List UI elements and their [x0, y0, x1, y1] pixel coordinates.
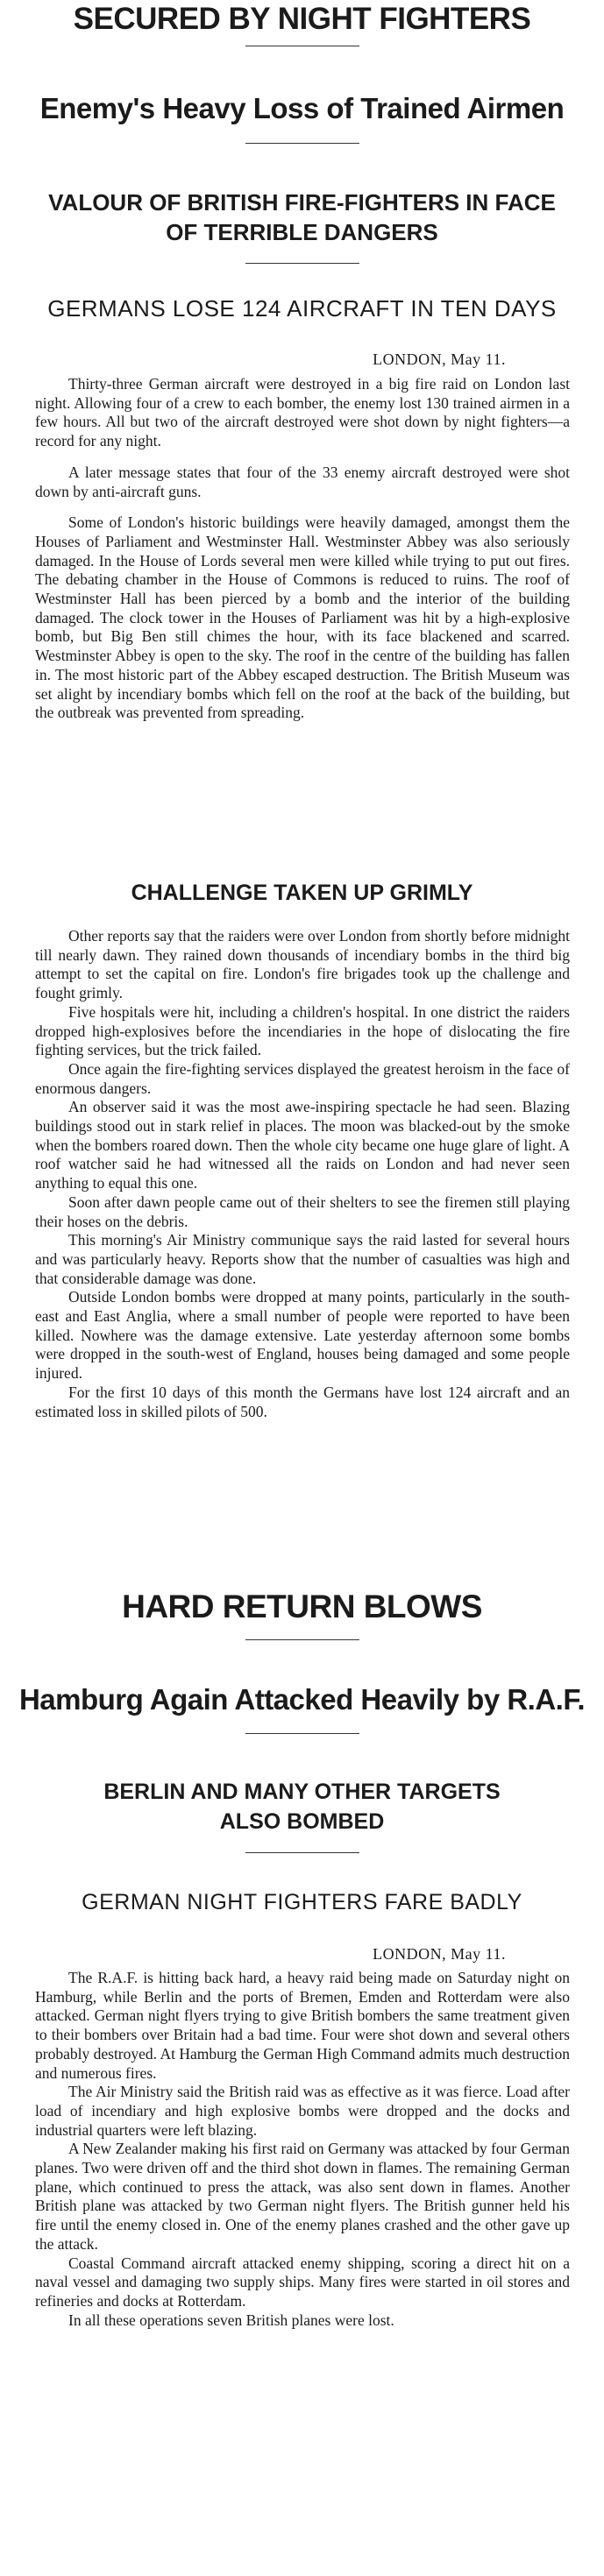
paragraph: Once again the fire-fighting services displayed the greatest heroism in the face of enormous dangers.	[35, 1059, 570, 1097]
paragraph: In all these operations seven British planes were lost.	[68, 2311, 394, 2329]
divider-rule	[245, 1639, 359, 1640]
divider-rule	[245, 1733, 359, 1734]
paragraph: Some of London's historic buildings were heavily damaged, amongst them the Houses of Parliament and Westminster Hall. Westminster Abbey was also seriously damaged. In the House of Lords several men were killed while trying to put out fires. The debating chamber in the House of Commons is reduced to ruins. The roof of Westminster Hall has been pierced by a bomb and the interior of the building damaged. The clock tower in the Houses of Parliament was hit by a high-explosive bomb, but Big Ben still chimes the hour, with its face blackened and scarred. Westminster Abbey is open to the sky. The roof in the centre of the building has fallen in. The most historic part of the Abbey escaped destruction. The British Museum was set alight by incendiary bombs which fell on the roof at the back of the building, but the outbreak was prevented from spreading.	[35, 513, 570, 722]
article-body	[35, 927, 570, 1421]
aircraft-loss-headline: GERMANS LOSE 124 AIRCRAFT IN TEN DAYS	[47, 295, 557, 322]
paragraph: Soon after dawn people came out of their shelters to see the firemen still playing their hoses on the debris.	[35, 1192, 570, 1230]
article-body	[35, 1969, 570, 2330]
paragraph: A later message states that four of the 33 enemy aircraft destroyed were shot down by anti-aircraft guns.	[35, 463, 570, 500]
valour-headline-line1: VALOUR OF BRITISH FIRE-FIGHTERS IN FACE	[48, 189, 556, 216]
paragraph: Coastal Command aircraft attacked enemy shipping, scoring a direct hit on a naval vessel and damaging two supply ships. Many fires were started in oil stores and refineries and docks at Rotterdam.	[35, 2254, 570, 2310]
hamburg-headline: Hamburg Again Attacked Heavily by R.A.F.	[18, 1683, 586, 1716]
berlin-headline-line1: BERLIN AND MANY OTHER TARGETS	[103, 1780, 501, 1804]
challenge-subheading: CHALLENGE TAKEN UP GRIMLY	[131, 881, 473, 905]
divider-rule	[245, 1852, 359, 1853]
berlin-headline-line2: ALSO BOMBED	[219, 1809, 385, 1834]
divider-rule	[245, 263, 359, 264]
night-fighters-headline: GERMAN NIGHT FIGHTERS FARE BADLY	[82, 1890, 522, 1914]
paragraph: An observer said it was the most awe-inspiring spectacle he had seen. Blazing buildings stood out in stark relief in places. The moon was blacked-out by the smoke when the bombers roared down. Then the whole city became one huge glare of light. A roof watcher said he had witnessed all the raids on London and had never seen anything to equal this one.	[35, 1098, 570, 1192]
secondary-headline: Enemy's Heavy Loss of Trained Airmen	[39, 92, 565, 124]
dateline: LONDON, May 11.	[373, 1945, 506, 1963]
paragraph: For the first 10 days of this month the Germans have lost 124 aircraft and an estimated loss in skilled pilots of 500.	[35, 1383, 570, 1420]
paragraph: Thirty-three German aircraft were destroyed in a big fire raid on London last night. Allowing four of a crew to each bomber, the enemy lost 130 trained airmen in a few hours. All but two of the aircraft destroyed were shot down by night fighters—a record for any night.	[35, 375, 570, 450]
paragraph: Five hospitals were hit, including a children's hospital. In one district the raiders dropped high-explosives before the incendiaries in the hope of dislocating the fire fighting services, but the trick failed.	[35, 1002, 570, 1059]
paragraph: The R.A.F. is hitting back hard, a heavy raid being made on Saturday night on Hamburg, while Berlin and the ports of Bremen, Emden and Rotterdam were also attacked. German night flyers trying to give British bombers the same treatment given to their bombers over Britain had a bad time. Four were shot down and several others probably destroyed. At Hamburg the German High Command admits much destruction and numerous fires.	[35, 1969, 570, 2082]
divider-rule	[245, 143, 359, 144]
hard-return-headline: HARD RETURN BLOWS	[122, 1589, 482, 1624]
paragraph: A New Zealander making his first raid on Germany was attacked by four German planes. Two were driven off and the third shot down in flames. The remaining German plane, which continued to press the attack, was also sent down in flames. Another British plane was attacked by two German night flyers. The British gunner held his fire until the enemy closed in. One of the enemy planes crashed and the other gave up the attack.	[35, 2140, 570, 2253]
valour-headline-line2: OF TERRIBLE DANGERS	[166, 219, 438, 245]
dateline: LONDON, May 11.	[373, 350, 506, 368]
paragraph: Other reports say that the raiders were over London from shortly before midnight till nearly dawn. They rained down thousands of incendiary bombs in the third big attempt to set the capital on fire. London's fire brigades took up the challenge and fought grimly.	[35, 927, 570, 1002]
paragraph: Outside London bombs were dropped at many points, particularly in the south-east and East Anglia, where a small number of people were reported to have been killed. Nowhere was the damage extensive. Late yesterday afternoon some bombs were dropped in the south-west of England, houses being damaged and some people injured.	[35, 1288, 570, 1383]
paragraph: The Air Ministry said the British raid was as effective as it was fierce. Load after load of incendiary and high explosive bombs were dropped and the docks and industrial quarters were left blazing.	[35, 2083, 570, 2139]
article-body	[35, 375, 570, 723]
main-headline: SECURED BY NIGHT FIGHTERS	[73, 2, 531, 36]
paragraph: This morning's Air Ministry communique says the raid lasted for several hours and was particularly heavy. Reports show that the number of casualties was high and that considerable damage was done.	[35, 1231, 570, 1287]
